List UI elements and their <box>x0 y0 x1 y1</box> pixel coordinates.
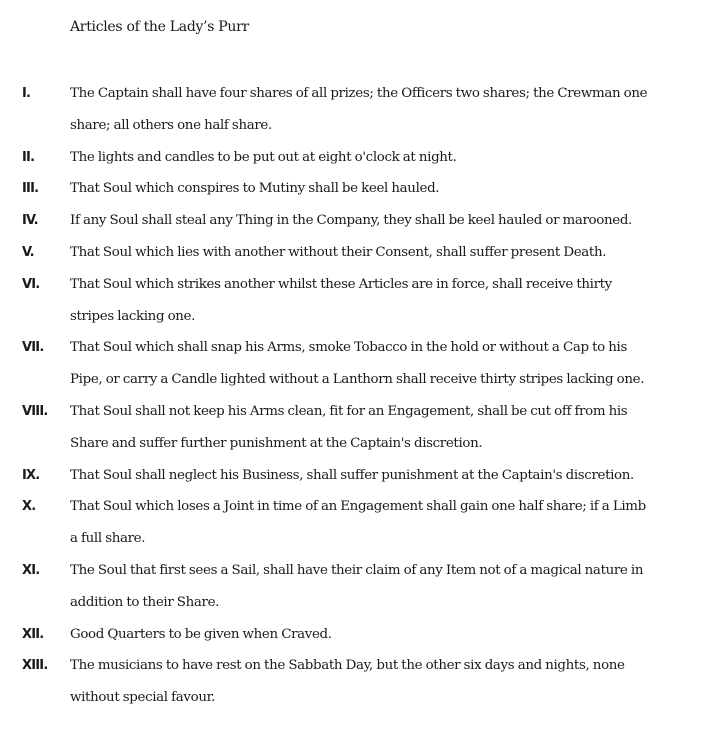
article-numeral: X. <box>22 499 36 515</box>
article-item <box>0 332 650 396</box>
article-text: That Soul which strikes another whilst these Articles are in force, shall receive thirty stripes lacking one. <box>70 276 612 324</box>
article-text: If any Soul shall steal any Thing in the Company, they shall be keel hauled or marooned. <box>70 213 632 229</box>
article-item <box>0 205 650 237</box>
article-numeral: III. <box>22 181 39 197</box>
article-text: That Soul which shall snap his Arms, smoke Tobacco in the hold or without a Cap to his Pipe, or carry a Candle lighted without a Lanthorn shall receive thirty stripes lacking one. <box>70 340 645 388</box>
article-text: The Soul that first sees a Sail, shall have their claim of any Item not of a magical nature in addition to their Share. <box>70 562 644 610</box>
article-numeral: XI. <box>22 562 40 578</box>
article-text: Good Quarters to be given when Craved. <box>70 626 332 642</box>
article-numeral: I. <box>22 86 31 101</box>
article-item <box>0 460 650 492</box>
article-item <box>0 142 650 174</box>
article-numeral: XII. <box>22 626 44 642</box>
article-item <box>0 555 650 619</box>
article-text: That Soul which conspires to Mutiny shall be keel hauled. <box>70 181 440 197</box>
article-text: That Soul which loses a Joint in time of an Engagement shall gain one half share; if a Limb a full share. <box>70 499 646 547</box>
article-item <box>0 78 650 142</box>
article-text: The musicians to have rest on the Sabbath Day, but the other six days and nights, none without special favour. <box>70 658 625 706</box>
article-numeral: IX. <box>22 467 40 483</box>
article-item <box>0 269 650 333</box>
document-title: Articles of the Lady’s Purr <box>70 19 249 35</box>
article-item <box>0 650 650 714</box>
article-text: That Soul shall not keep his Arms clean, fit for an Engagement, shall be cut off from his Share and suffer further punishment at the Captain's discretion. <box>70 403 628 451</box>
article-item <box>0 173 650 205</box>
article-numeral: II. <box>22 149 35 165</box>
article-item <box>0 396 650 460</box>
article-text: The Captain shall have four shares of all prizes; the Officers two shares; the Crewman one share; all others one half share. <box>70 86 648 133</box>
article-numeral: V. <box>22 244 34 260</box>
article-text: That Soul shall neglect his Business, shall suffer punishment at the Captain's discretion. <box>70 467 634 483</box>
article-item <box>0 619 650 651</box>
article-numeral: VII. <box>22 340 44 356</box>
article-numeral: XIII. <box>22 658 48 674</box>
article-item <box>0 491 650 555</box>
article-text: The lights and candles to be put out at eight o'clock at night. <box>70 149 457 165</box>
article-item <box>0 237 650 269</box>
articles-list <box>0 78 704 714</box>
article-text: That Soul which lies with another without their Consent, shall suffer present Death. <box>70 244 607 260</box>
article-numeral: IV. <box>22 213 38 229</box>
article-numeral: VIII. <box>22 403 48 419</box>
article-numeral: VI. <box>22 276 40 292</box>
